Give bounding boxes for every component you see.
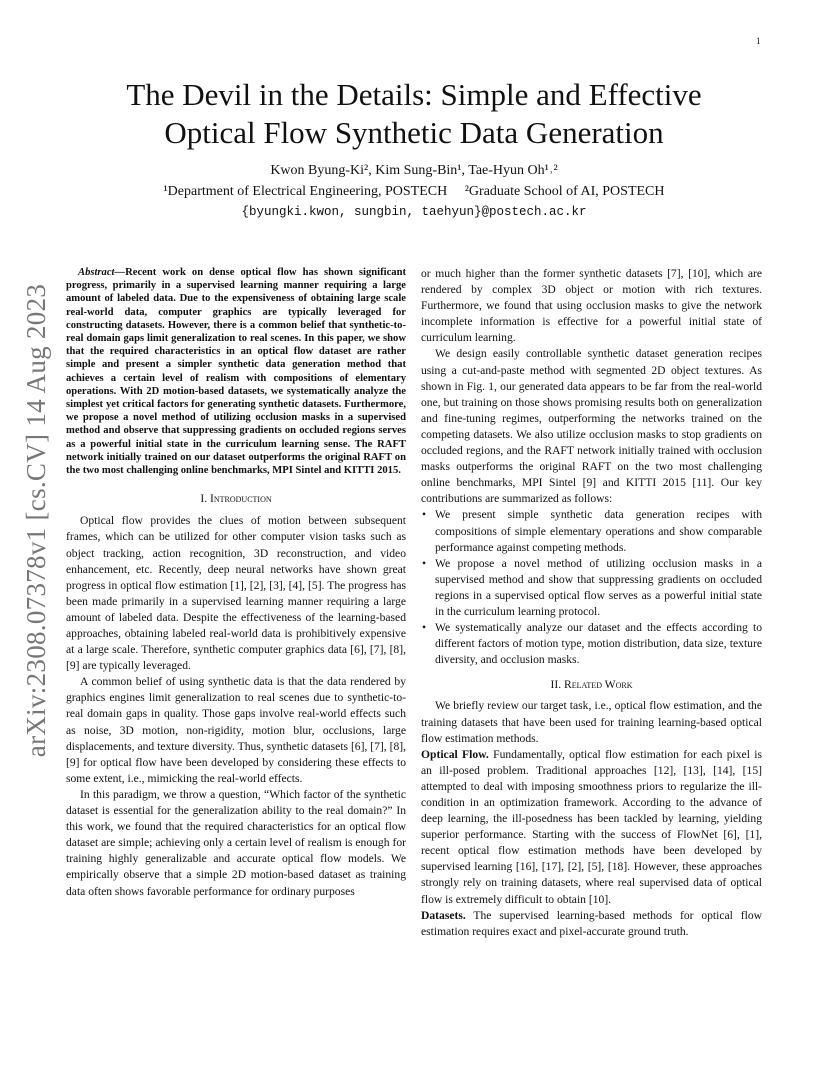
affiliation-1: ¹Department of Electrical Engineering, POSTECH [163,184,448,199]
abstract-text: Recent work on dense optical flow has shown significant progress, primarily in a supervised learning manner requiring a large amount of labeled data. Due to the expensiveness of obtaining large scale real-world data, computer graphics are typically leveraged for constructing datasets. However, there is a common belief that synthetic-to-real domain gaps limit generalization to real scenes. In this paper, we show that the required characteristics in an optical flow dataset are rather simple and present a simpler synthetic data generation method that achieves a certain level of realism with compositions of elementary operations. With 2D motion-based datasets, we systematically analyze the simplest yet critical factors for generating synthetic datasets. Furthermore, we propose a novel method of utilizing occlusion masks in a supervised method and observe that suppressing gradients on occluded regions serves as a powerful initial state in the curriculum learning sense. The RAFT network initially trained on our dataset outperforms the original RAFT on the two most challenging online benchmarks, MPI Sintel and KITTI 2015. [66,267,406,477]
left-column [66,266,406,900]
intro-paragraph-5: We design easily controllable synthetic dataset generation recipes using a cut-and-paste method with segmented 2D object textures. As shown in Fig. 1, our generated data appears to be far from the real-world one, but training on those shows promising results both on generalization and fine-tuning regimes, outperforming the networks trained on the competing datasets. We also utilize occlusion masks to stop gradients on occluded regions, and the RAFT network initially trained with occlusion masks outperforms the original RAFT on the two most challenging online benchmarks, MPI Sintel [9] and KITTI 2015 [11]. Our key contributions are summarized as follows: [421,347,762,506]
right-column [421,266,762,940]
section-heading-related-work: II. Related Work [550,678,633,692]
intro-paragraph-1: Optical flow provides the clues of motion between subsequent frames, which can be utilized for other computer vision tasks such as object tracking, action recognition, 3D reconstruction, and video enhancement, etc. Recently, deep neural networks have shown great progress in optical flow estimation [1], [2], [3], [4], [5]. The progress has been made primarily in a supervised learning manner requiring a large amount of labeled data. Despite the effectiveness of the learning-based approaches, obtaining labeled real-world data is prohibitively expensive at a large scale. Therefore, synthetic computer graphics data [6], [7], [8], [9] are typically leveraged. [66,514,406,673]
contribution-item: • We present simple synthetic data generation recipes with compositions of simple elementary operations and show comparable performance against competing methods. [421,507,762,555]
contribution-list [421,507,762,668]
optical-flow-text: Fundamentally, optical flow estimation for each pixel is an ill-posed problem. Traditional approaches [12], [13], [14], [15] attempted to deal with imposing smoothness priors to regularize the ill-condition in an optimization framework. According to the advance of deep learning, the ill-posedness has been tackled by learning, yielding superior performance. Starting with the success of FlowNet [6], [1], recent optical flow estimation methods have been developed by supervised learning [16], [17], [2], [5], [18]. However, these approaches strongly rely on training datasets, where real supervised data of optical flow is extremely difficult to obtain [10]. [421,747,762,906]
abstract-lead: Abstract— [78,267,126,278]
contribution-item: • We propose a novel method of utilizing occlusion masks in a supervised method and show that suppressing gradients on occluded regions in a supervised optical flow serves as a powerful initial state in the curriculum learning protocol. [421,556,762,620]
title-line-1: The Devil in the Details: Simple and Effective [126,77,702,112]
author-list: Kwon Byung-Ki², Kim Sung-Bin¹, Tae-Hyun Oh¹˒² [270,163,558,178]
intro-paragraph-4: or much higher than the former synthetic datasets [7], [10], which are rendered by complex 3D object or motion with rich textures. Furthermore, we found that using occlusion masks to give the network incomplete information is effective for a powerful initial state of curriculum learning. [421,267,762,345]
section-heading-introduction: I. Introduction [200,492,272,506]
page-number: 1 [756,36,761,46]
affiliation-2: ²Graduate School of AI, POSTECH [464,184,665,199]
affiliations [60,184,768,200]
optical-flow-paragraph [421,747,762,908]
author-emails: {byungki.kwon, sungbin, taehyun}@postech.ac.kr [241,205,587,219]
datasets-lead: Datasets. [421,908,466,922]
arxiv-identifier: arXiv:2308.07378v1 [cs.CV] 14 Aug 2023 [21,283,52,757]
paper-title [60,76,768,152]
intro-paragraph-2: A common belief of using synthetic data is that the data rendered by graphics engines limit generalization to real scenes due to synthetic-to-real domain gaps in quality. Those gaps involve real-world effects such as noise, 3D motion, non-rigidity, motion blur, occlusions, large displacements, and texture diversity. Thus, synthetic datasets [6], [7], [8], [9] for optical flow have been developed by considering these effects to some extent, i.e., mimicking the real-world effects. [66,675,406,785]
arxiv-sidebar [12,280,62,760]
datasets-paragraph [421,908,762,940]
related-paragraph-1: We briefly review our target task, i.e., optical flow estimation, and the training datasets that have been used for training learning-based optical flow estimation methods. [421,699,762,745]
datasets-text: The supervised learning-based methods for optical flow estimation requires exact and pixel-accurate ground truth. [421,908,762,938]
intro-paragraph-3: In this paradigm, we throw a question, “Which factor of the synthetic dataset is essential for the generalization ability to the real domain?” In this work, we found that the required characteristics for an optical flow dataset are simple; achieving only a certain level of realism is enough for training highly generalizable and accurate optical flow models. We empirically observe that a simple 2D motion-based dataset as training data often shows favorable performance for ordinary purposes [66,787,406,898]
optical-flow-lead: Optical Flow. [421,747,489,761]
abstract [66,266,406,477]
contribution-item: • We systematically analyze our dataset and the effects according to different factors of motion type, motion distribution, data size, texture diversity, and occlusion masks. [421,620,762,668]
title-line-2: Optical Flow Synthetic Data Generation [164,115,664,150]
